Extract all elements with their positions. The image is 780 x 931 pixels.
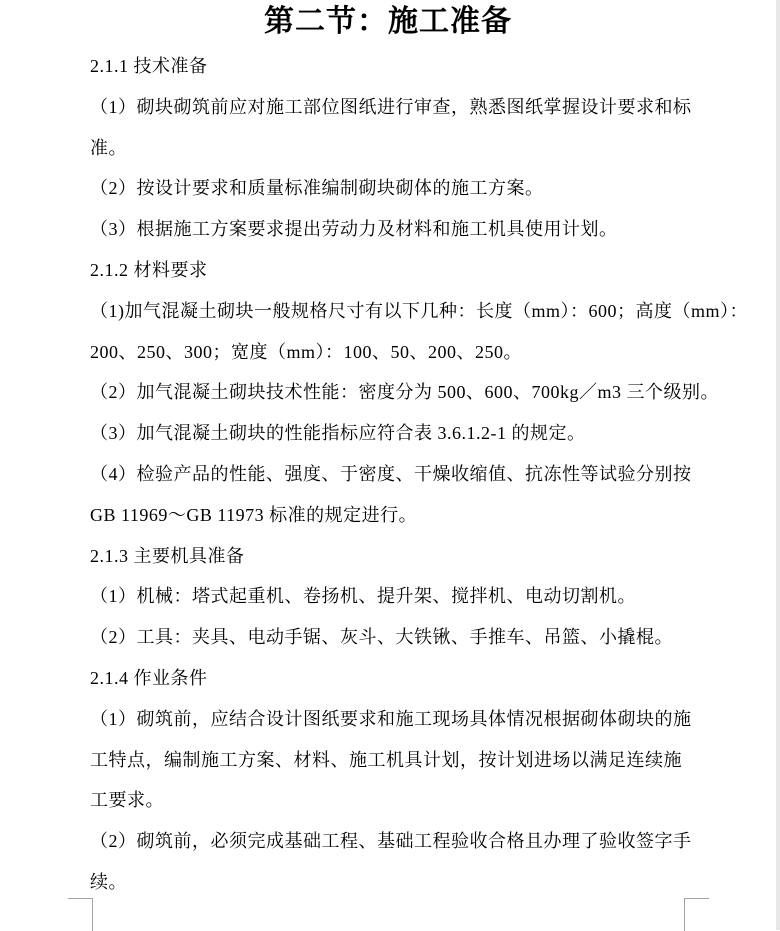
paragraph-line: 200、250、300；宽度（mm）：100、50、200、250。	[90, 341, 523, 362]
paragraph-line: （3）加气混凝土砌块的性能指标应符合表 3.6.1.2-1 的规定。	[90, 423, 586, 444]
paragraph-line: （1）机械：塔式起重机、卷扬机、提升架、搅拌机、电动切割机。	[90, 586, 636, 607]
paragraph-line: （4）检验产品的性能、强度、于密度、干燥收缩值、抗冻性等试验分别按	[90, 463, 692, 484]
subsection-heading-2-1-4: 2.1.4 作业条件	[90, 667, 208, 688]
paragraph-line: 工要求。	[90, 790, 164, 811]
margin-corner-mark-left	[68, 898, 93, 931]
page-edge-strip	[776, 0, 780, 930]
paragraph-line: （1）砌块砌筑前应对施工部位图纸进行审查，熟悉图纸掌握设计要求和标	[90, 96, 692, 117]
paragraph-line: 准。	[90, 137, 127, 158]
paragraph-line: GB 11969～GB 11973 标准的规定进行。	[90, 504, 418, 525]
margin-corner-mark-right	[684, 898, 709, 931]
paragraph-line: 工特点，编制施工方案、材料、施工机具计划，按计划进场以满足连续施	[90, 749, 682, 770]
subsection-heading-2-1-3: 2.1.3 主要机具准备	[90, 545, 245, 566]
subsection-heading-2-1-1: 2.1.1 技术准备	[90, 56, 208, 76]
paragraph-line: （2）砌筑前，必须完成基础工程、基础工程验收合格且办理了验收签字手	[90, 831, 692, 852]
paragraph-line: （2）加气混凝土砌块技术性能：密度分为 500、600、700kg／m3 三个级别。	[90, 382, 719, 403]
section-title: 第二节：施工准备	[264, 5, 512, 38]
paragraph-line: 续。	[90, 871, 127, 892]
paragraph-line: （1）砌筑前，应结合设计图纸要求和施工现场具体情况根据砌体砌块的施	[90, 708, 692, 729]
document-body	[90, 46, 748, 903]
paragraph-line: （2）按设计要求和质量标准编制砌块砌体的施工方案。	[90, 178, 544, 199]
paragraph-line: （3）根据施工方案要求提出劳动力及材料和施工机具使用计划。	[90, 219, 618, 240]
paragraph-line: （2）工具：夹具、电动手锯、灰斗、大铁锹、手推车、吊篮、小撬棍。	[90, 627, 673, 648]
paragraph-line: （1)加气混凝土砌块一般规格尺寸有以下几种：长度（mm）：600；高度（mm）：	[90, 300, 748, 321]
subsection-heading-2-1-2: 2.1.2 材料要求	[90, 259, 208, 280]
